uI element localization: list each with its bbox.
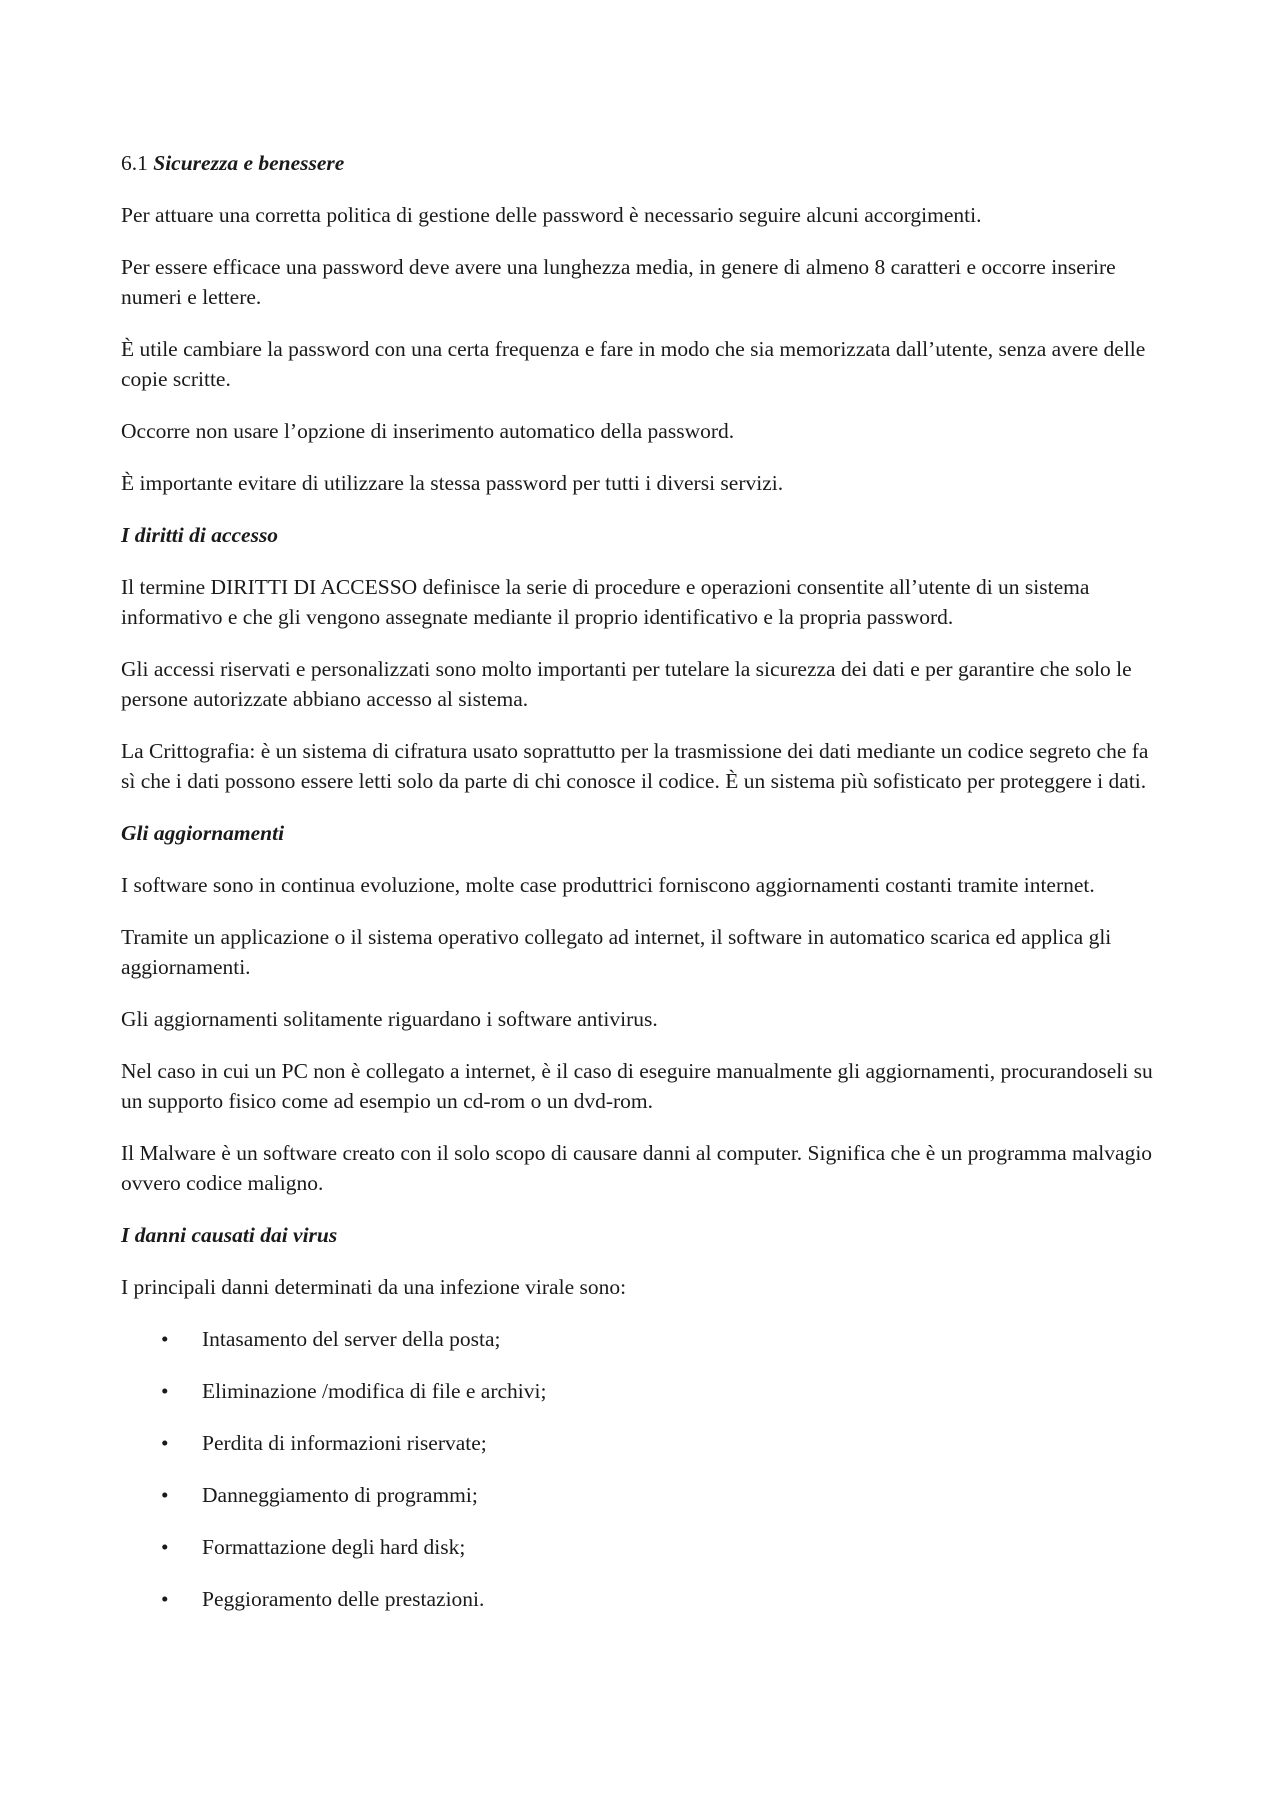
paragraph: Gli accessi riservati e personalizzati sono molto importanti per tutelare la sicurezza dei dati e per garantire che solo le persone autorizzate abbiano accesso al sistema. xyxy=(121,657,1132,711)
paragraph: La Crittografia: è un sistema di cifratura usato soprattutto per la trasmissione dei dati mediante un codice segreto che fa sì che i dati possono essere letti solo da parte di chi conosce il codice. È un sistema più sofisticato per proteggere i dati. xyxy=(121,739,1149,793)
list-item xyxy=(121,1376,1161,1406)
paragraph: Tramite un applicazione o il sistema operativo collegato ad internet, il software in automatico scarica ed applica gli aggiornamenti. xyxy=(121,925,1112,979)
paragraph: Il termine DIRITTI DI ACCESSO definisce la serie di procedure e operazioni consentite all’utente di un sistema informativo e che gli vengono assegnate mediante il proprio identificativo e la propria password. xyxy=(121,575,1090,629)
list-item xyxy=(121,1532,1161,1562)
paragraph: Il Malware è un software creato con il solo scopo di causare danni al computer. Significa che è un programma malvagio ovvero codice maligno. xyxy=(121,1141,1153,1195)
list-item xyxy=(121,1480,1161,1510)
paragraph: È utile cambiare la password con una certa frequenza e fare in modo che sia memorizzata dall’utente, senza avere delle copie scritte. xyxy=(121,337,1146,391)
subheading-title: I diritti di accesso xyxy=(121,523,279,547)
list-item xyxy=(121,1324,1161,1354)
subheading-updates xyxy=(121,818,1161,848)
section-heading xyxy=(121,148,1161,178)
subheading-virus-damage xyxy=(121,1220,1161,1250)
paragraph: È importante evitare di utilizzare la stessa password per tutti i diversi servizi. xyxy=(121,471,784,495)
list-item-text: Eliminazione /modifica di file e archivi; xyxy=(202,1379,547,1403)
section-title: Sicurezza e benessere xyxy=(153,151,345,175)
bullet-icon: • xyxy=(161,1483,169,1507)
list-item xyxy=(121,1584,1161,1614)
bullet-icon: • xyxy=(161,1587,169,1611)
subheading-access-rights xyxy=(121,520,1161,550)
bullet-icon: • xyxy=(161,1327,169,1351)
paragraph: Per essere efficace una password deve avere una lunghezza media, in genere di almeno 8 caratteri e occorre inserire numeri e lettere. xyxy=(121,255,1116,309)
list-item-text: Danneggiamento di programmi; xyxy=(202,1483,478,1507)
damage-list xyxy=(121,1324,1161,1614)
paragraph: Occorre non usare l’opzione di inserimento automatico della password. xyxy=(121,419,735,443)
list-item-text: Perdita di informazioni riservate; xyxy=(202,1431,487,1455)
paragraph: Gli aggiornamenti solitamente riguardano i software antivirus. xyxy=(121,1007,658,1031)
bullet-icon: • xyxy=(161,1431,169,1455)
list-item-text: Peggioramento delle prestazioni. xyxy=(202,1587,485,1611)
bullet-icon: • xyxy=(161,1535,169,1559)
bullet-icon: • xyxy=(161,1379,169,1403)
subheading-title: Gli aggiornamenti xyxy=(121,821,285,845)
subheading-title: I danni causati dai virus xyxy=(121,1223,338,1247)
list-item xyxy=(121,1428,1161,1458)
paragraph: Nel caso in cui un PC non è collegato a internet, è il caso di eseguire manualmente gli aggiornamenti, procurandoseli su un supporto fisico come ad esempio un cd-rom o un dvd-rom. xyxy=(121,1059,1153,1113)
document-page xyxy=(121,148,1161,1636)
paragraph: Per attuare una corretta politica di gestione delle password è necessario seguire alcuni accorgimenti. xyxy=(121,203,982,227)
list-item-text: Intasamento del server della posta; xyxy=(202,1327,501,1351)
section-number: 6.1 xyxy=(121,151,148,175)
paragraph: I principali danni determinati da una infezione virale sono: xyxy=(121,1275,627,1299)
paragraph: I software sono in continua evoluzione, molte case produttrici forniscono aggiornamenti costanti tramite internet. xyxy=(121,873,1095,897)
list-item-text: Formattazione degli hard disk; xyxy=(202,1535,466,1559)
